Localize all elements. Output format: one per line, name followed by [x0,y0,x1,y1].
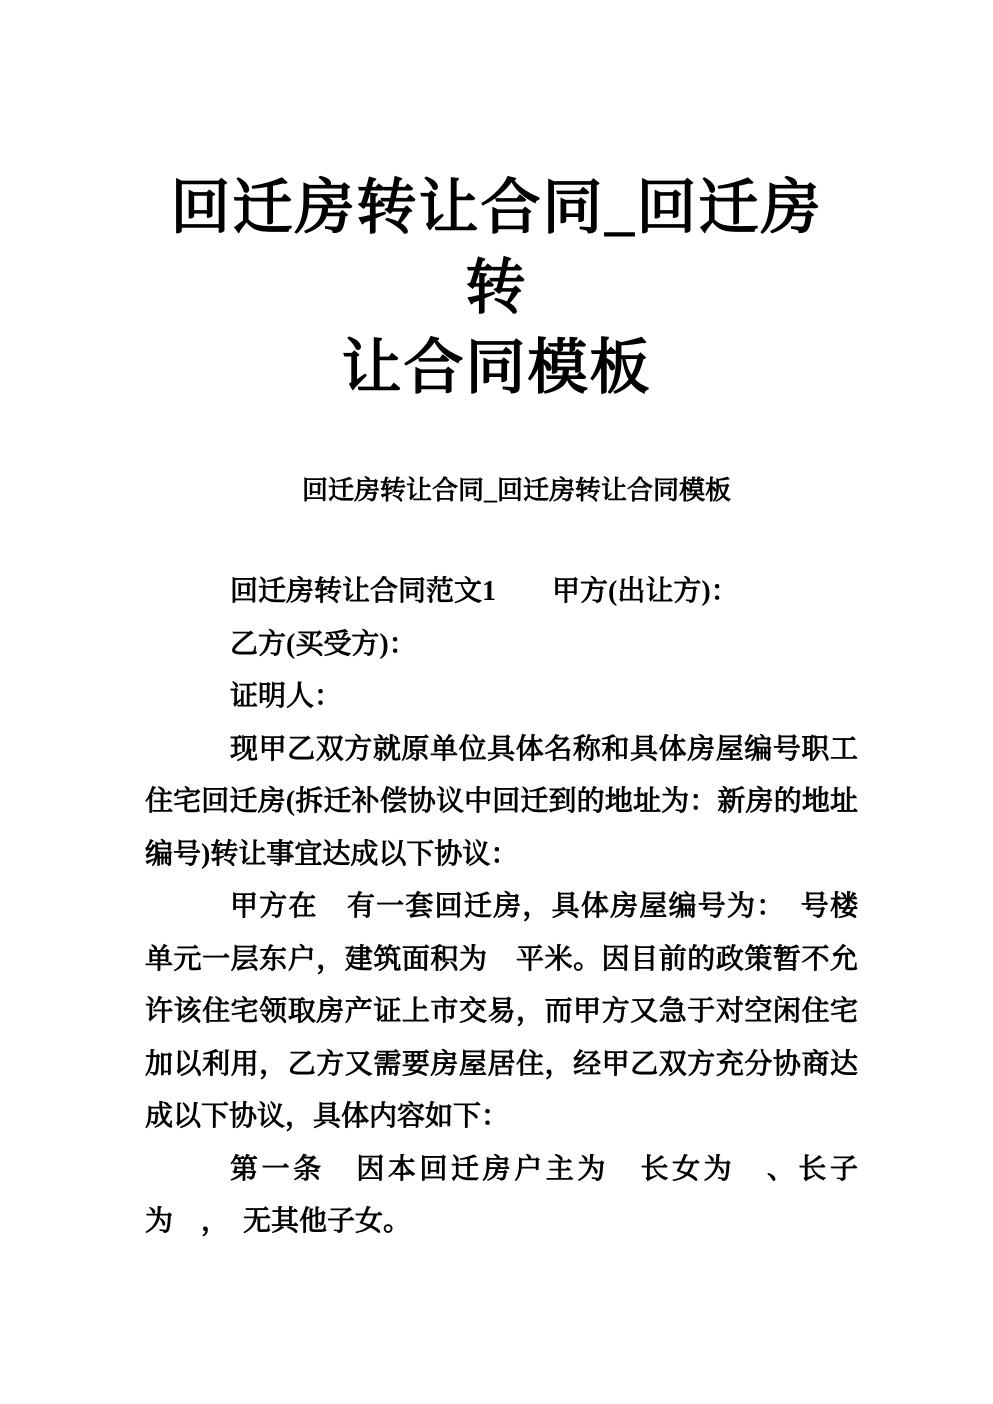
document-subtitle: 回迁房转让合同_回迁房转让合同模板 [301,476,731,505]
document-title-line-1: 回迁房转让合同_回迁房转 [170,175,823,321]
paragraph-party-b: 乙方(买受方)： [230,628,417,660]
document-body [145,566,887,1249]
document-title [140,168,853,408]
paragraph-property-description: 甲方在 有一套回迁房，具体房屋编号为： 号楼 单元一层东户，建筑面积为 平米。因目前的政策暂不允许该住宅领取房产证上市交易，而甲方又急于对空闲住宅加以利用，乙方又需要房屋居住，经甲乙双方充分协商达成以下协议，具体内容如下： [145,891,887,1132]
paragraph-article-1: 第一条 因本回迁房户主为 长女为 、长子为 ， 无其他子女。 [145,1153,858,1237]
paragraph-preamble: 现甲乙双方就原单位具体名称和具体房屋编号职工住宅回迁房(拆迁补偿协议中回迁到的地址为：新房的地址编号)转让事宜达成以下协议： [145,733,858,870]
document-title-line-2: 让合同模板 [341,335,652,401]
paragraph-witness: 证明人： [230,681,343,712]
paragraph-party-a: 回迁房转让合同范文1 甲方(出让方)： [230,576,739,607]
